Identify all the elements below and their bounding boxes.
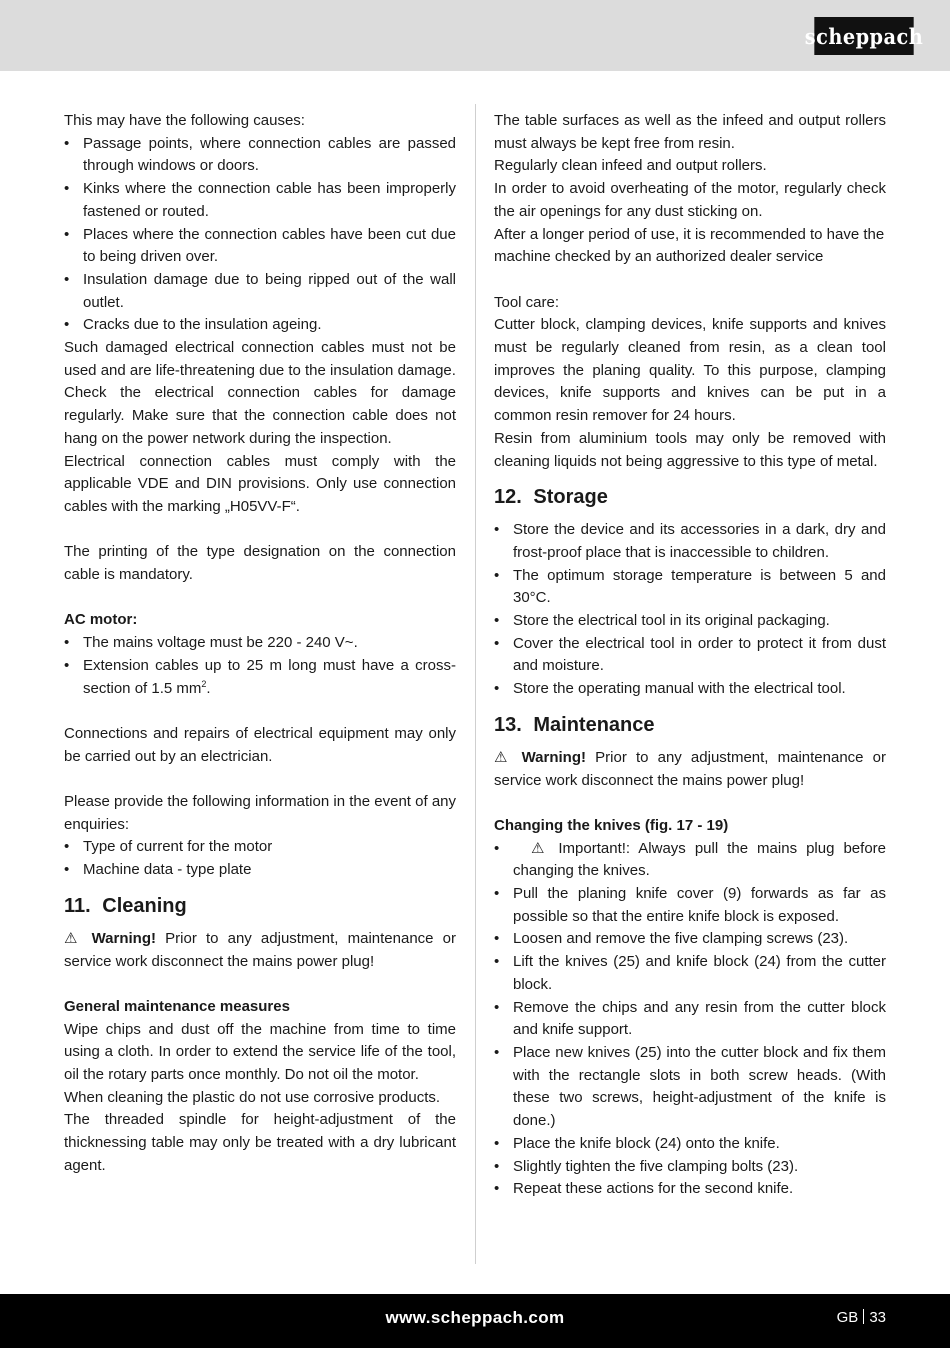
damaged-cables-paragraph: Such damaged electrical connection cables must not be used and are life-threatening due to the insulation damage. — [64, 339, 456, 379]
changing-knives-title: Changing the knives (fig. 17 - 19) — [494, 816, 729, 834]
header-bar — [0, 0, 950, 71]
list-item: • Remove the chips and any resin from the cutter block and knife support. — [494, 997, 886, 1042]
resin-text: Resin from aluminium tools may only be removed with cleaning liquids not being aggressive to this type of metal. — [494, 429, 886, 470]
list-item: • Insulation damage due to being ripped out of the wall outlet. — [64, 269, 456, 314]
check-cables-paragraph: Check the electrical connection cables for damage regularly. Make sure that the connection cable does not hang on the power network during the inspection. — [64, 384, 456, 447]
warning-icon: ⚠ — [531, 839, 550, 857]
maintenance-heading: 13. Maintenance — [494, 713, 655, 736]
general-maintenance-title: General maintenance measures — [64, 997, 290, 1015]
knives-steps-list — [494, 838, 886, 1201]
list-item: • Store the device and its accessories in a dark, dry and frost-proof place that is inaccessible to children. — [494, 519, 886, 564]
list-item: • Places where the connection cables have been cut due to being driven over. — [64, 224, 456, 269]
list-item: • Passage points, where connection cables are passed through windows or doors. — [64, 133, 456, 178]
tool-care-title: Tool care: — [494, 293, 560, 311]
tool-care-text: Cutter block, clamping devices, knife supports and knives must be regularly cleaned from resin, as a clean tool improves the planing quality. To this purpose, clamping devices, knife supports and knives can be put in a common resin remover for 24 hours. — [494, 316, 886, 425]
list-item: • Machine data - type plate — [64, 859, 456, 882]
list-item: • ⚠ Important!: Always pull the mains plug before changing the knives. — [494, 838, 886, 883]
electrician-paragraph: Connections and repairs of electrical equipment may only be carried out by an electrician. — [64, 724, 456, 765]
table-surfaces-paragraph: The table surfaces as well as the infeed and output rollers must always be kept free from resin. — [494, 112, 886, 152]
maintenance-warning: ⚠ Warning! Prior to any adjustment, maintenance or service work disconnect the mains power plug! — [494, 748, 886, 789]
right-column — [494, 110, 886, 1201]
list-item: • Extension cables up to 25 m long must have a cross-section of 1.5 $mm^2$. — [64, 655, 456, 700]
enquiries-paragraph: Please provide the following information in the event of any enquiries: — [64, 793, 456, 833]
vde-din-paragraph: Electrical connection cables must comply with the applicable VDE and DIN provisions. Only use connection cables with the marking „H05VV-F“. — [64, 452, 456, 515]
scheppach-logo: scheppach — [814, 17, 913, 55]
list-item: • Loosen and remove the five clamping screws (23). — [494, 928, 886, 951]
cleaning-heading: 11. Cleaning — [64, 894, 187, 917]
storage-list — [494, 519, 886, 701]
rollers-paragraph: Regularly clean infeed and output rollers. — [494, 157, 767, 175]
storage-heading: 12. Storage — [494, 486, 608, 509]
column-divider — [475, 104, 476, 1264]
list-item: • Store the electrical tool in its original packaging. — [494, 610, 886, 633]
list-item: • The optimum storage temperature is between 5 and 30°C. — [494, 565, 886, 610]
spindle-text: The threaded spindle for height-adjustment of the thicknessing table may only be treated with a dry lubricant agent. — [64, 1111, 456, 1174]
type-designation-paragraph: The printing of the type designation on the connection cable is mandatory. — [64, 543, 456, 584]
list-item: • The mains voltage must be 220 - 240 V~. — [64, 632, 456, 655]
left-column — [64, 110, 456, 1178]
footer-bar — [0, 1294, 950, 1348]
list-item: • Lift the knives (25) and knife block (24) from the cutter block. — [494, 951, 886, 996]
list-item: • Pull the planing knife cover (9) forwards as far as possible so that the entire knife block is exposed. — [494, 883, 886, 928]
causes-list — [64, 133, 456, 337]
dealer-service-paragraph: After a longer period of use, it is recommended to have the machine checked by an authorized dealer service — [494, 225, 885, 266]
ac-motor-list — [64, 632, 456, 700]
causes-intro: This may have the following causes: — [64, 112, 305, 129]
list-item: • Slightly tighten the five clamping bolts (23). — [494, 1156, 886, 1179]
list-item: • Place the knife block (24) onto the knife. — [494, 1133, 886, 1156]
website-link[interactable]: www.scheppach.com — [385, 1308, 565, 1327]
list-item: • Kinks where the connection cable has been improperly fastened or routed. — [64, 178, 456, 223]
enquiries-list — [64, 836, 456, 881]
list-item: • Cracks due to the insulation ageing. — [64, 314, 456, 337]
air-openings-paragraph: In order to avoid overheating of the motor, regularly check the air openings for any dust sticking on. — [494, 180, 886, 220]
page-number: GB 33 — [836, 1309, 886, 1326]
plastic-cleaning-text: When cleaning the plastic do not use corrosive products. — [64, 1088, 441, 1106]
list-item: • Cover the electrical tool in order to protect it from dust and moisture. — [494, 633, 886, 678]
list-item: • Place new knives (25) into the cutter block and fix them with the rectangle slots in both screw heads. (With these two screws, height-adjustment of the knife is done.) — [494, 1042, 886, 1133]
list-item: • Repeat these actions for the second knife. — [494, 1178, 886, 1201]
list-item: • Store the operating manual with the electrical tool. — [494, 678, 886, 701]
ac-motor-title: AC motor: — [64, 611, 138, 629]
cleaning-warning: ⚠ Warning! Prior to any adjustment, maintenance or service work disconnect the mains power plug! — [64, 929, 456, 970]
general-maintenance-text: Wipe chips and dust off the machine from time to time using a cloth. In order to extend the service life of the tool, oil the rotary parts once monthly. Do not oil the motor. — [64, 1020, 456, 1084]
warning-icon: ⚠ — [64, 929, 83, 947]
warning-icon: ⚠ — [494, 748, 513, 766]
list-item: • Type of current for the motor — [64, 836, 456, 859]
